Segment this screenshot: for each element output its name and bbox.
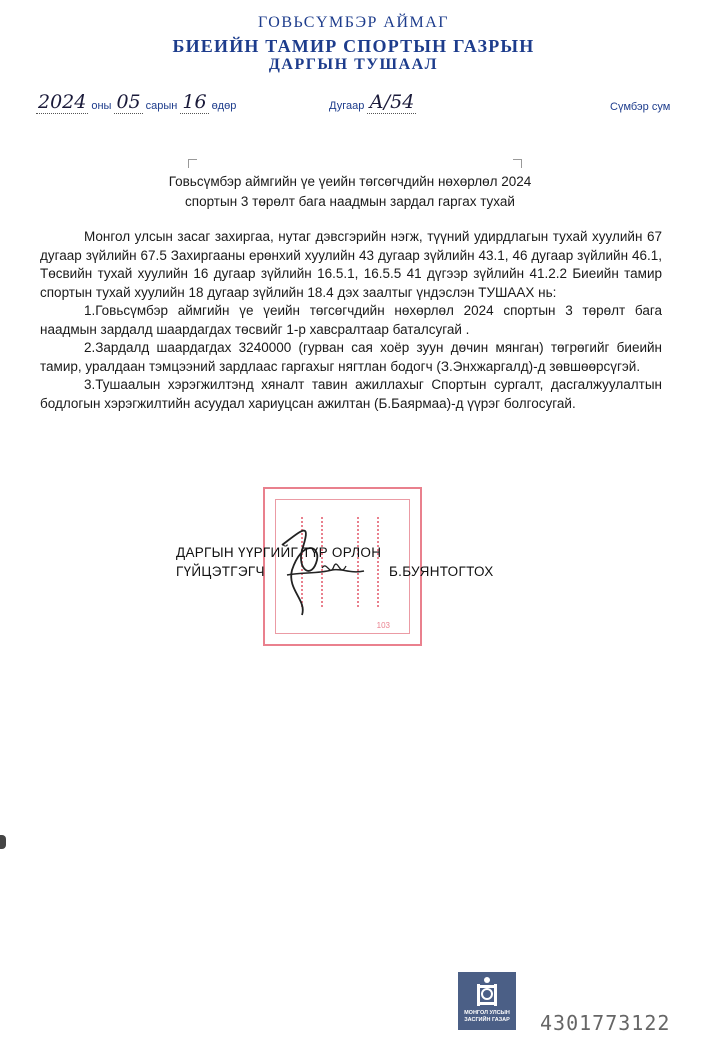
year-label: оны [91,100,112,112]
date-month: 05 [116,91,141,113]
government-emblem [458,972,516,1030]
subject-corner-right [513,159,522,168]
header-department: БИЕИЙН ТАМИР СПОРТЫН ГАЗРЫН [172,36,535,56]
order-body [40,228,662,413]
header-province: ГОВЬСҮМБЭР АЙМАГ [257,14,450,31]
emblem-caption: МОНГОЛ УЛСЫН ЗАСГИЙН ГАЗАР [464,1010,510,1023]
subject-line-2: спортын 3 төрөлт бага наадмын зардал гаргах тухай [185,194,515,209]
header-order-title: ДАРГЫН ТУШААЛ [268,56,439,73]
order-item-3: 3.Тушаалын хэрэгжилтэнд хяналт тавин ажиллахыг Спортын сургалт, дасгалжуулалтын бодлогын хэрэгжилтийн асуудал хариуцсан ажилтан (Б.Баярмаа)-д үүрэг болгосугай. [40,377,662,411]
handwritten-signature [272,500,372,620]
day-label: өдөр [211,100,237,112]
place: Сүмбэр сум [610,101,671,113]
punch-hole-mark [0,835,6,849]
soyombo-icon [476,976,498,1008]
subject-line-1: Говьсүмбэр аймгийн үе үеийн төгсөгчдийн нөхөрлөл 2024 [168,174,532,189]
signer-title-line-2: ГҮЙЦЭТГЭГЧ [176,564,265,579]
subject-corner-left [188,159,197,168]
serial-number: 4301773122 [540,1011,671,1035]
order-number: А/54 [369,91,415,113]
number-label: Дугаар [329,100,365,112]
preamble: Монгол улсын засаг захиргаа, нутаг дэвсгэрийн нэгж, түүний удирдлагын тухай хуулийн 67 дугаар зүйлийн 67.5 Захиргааны ерөнхий хуулийн 43 дугаар зүйлийн 43.1, 46 дугаар зүйлийн 46.1, Төсвийн тухай хуулийн 16 дугаар зүйлийн 16.5.1, 16.5.5 41 дүгээр зүйлийн 41.2.2 Биеийн тамир спортын тухай хуулийн 18 дугаар зүйлийн 18.4 дэх заалтыг үндэслэн ТУШААХ нь: [40,229,662,300]
date-line [36,91,239,119]
subject [100,172,600,212]
date-year: 2024 [38,91,87,113]
seal-number: 103 [376,621,390,630]
date-day: 16 [182,91,207,113]
signer-title-line-1: ДАРГЫН ҮҮРГИЙГ ТҮР ОРЛОН [176,545,382,560]
number-line [326,91,416,119]
order-item-2: 2.Зардалд шаардагдах 3240000 (гурван сая хоёр зуун дөчин мянган) төгрөгийг биеийн тамир, уралдаан тэмцээний зардлаас гаргахыг нягтлан бодогч (З.Энхжаргалд)-д зөвшөөрсүгэй. [40,340,662,374]
order-item-1: 1.Говьсүмбэр аймгийн үе үеийн төгсөгчдийн нөхөрлөл 2024 спортын 3 төрөлт бага наадмын зардалд шаардагдах төсвийг 1-р хавсралтаар баталсугай . [40,303,662,337]
month-label: сарын [145,100,178,112]
signer-name: Б.БУЯНТОГТОХ [389,564,494,579]
seal-script-column [377,517,389,607]
